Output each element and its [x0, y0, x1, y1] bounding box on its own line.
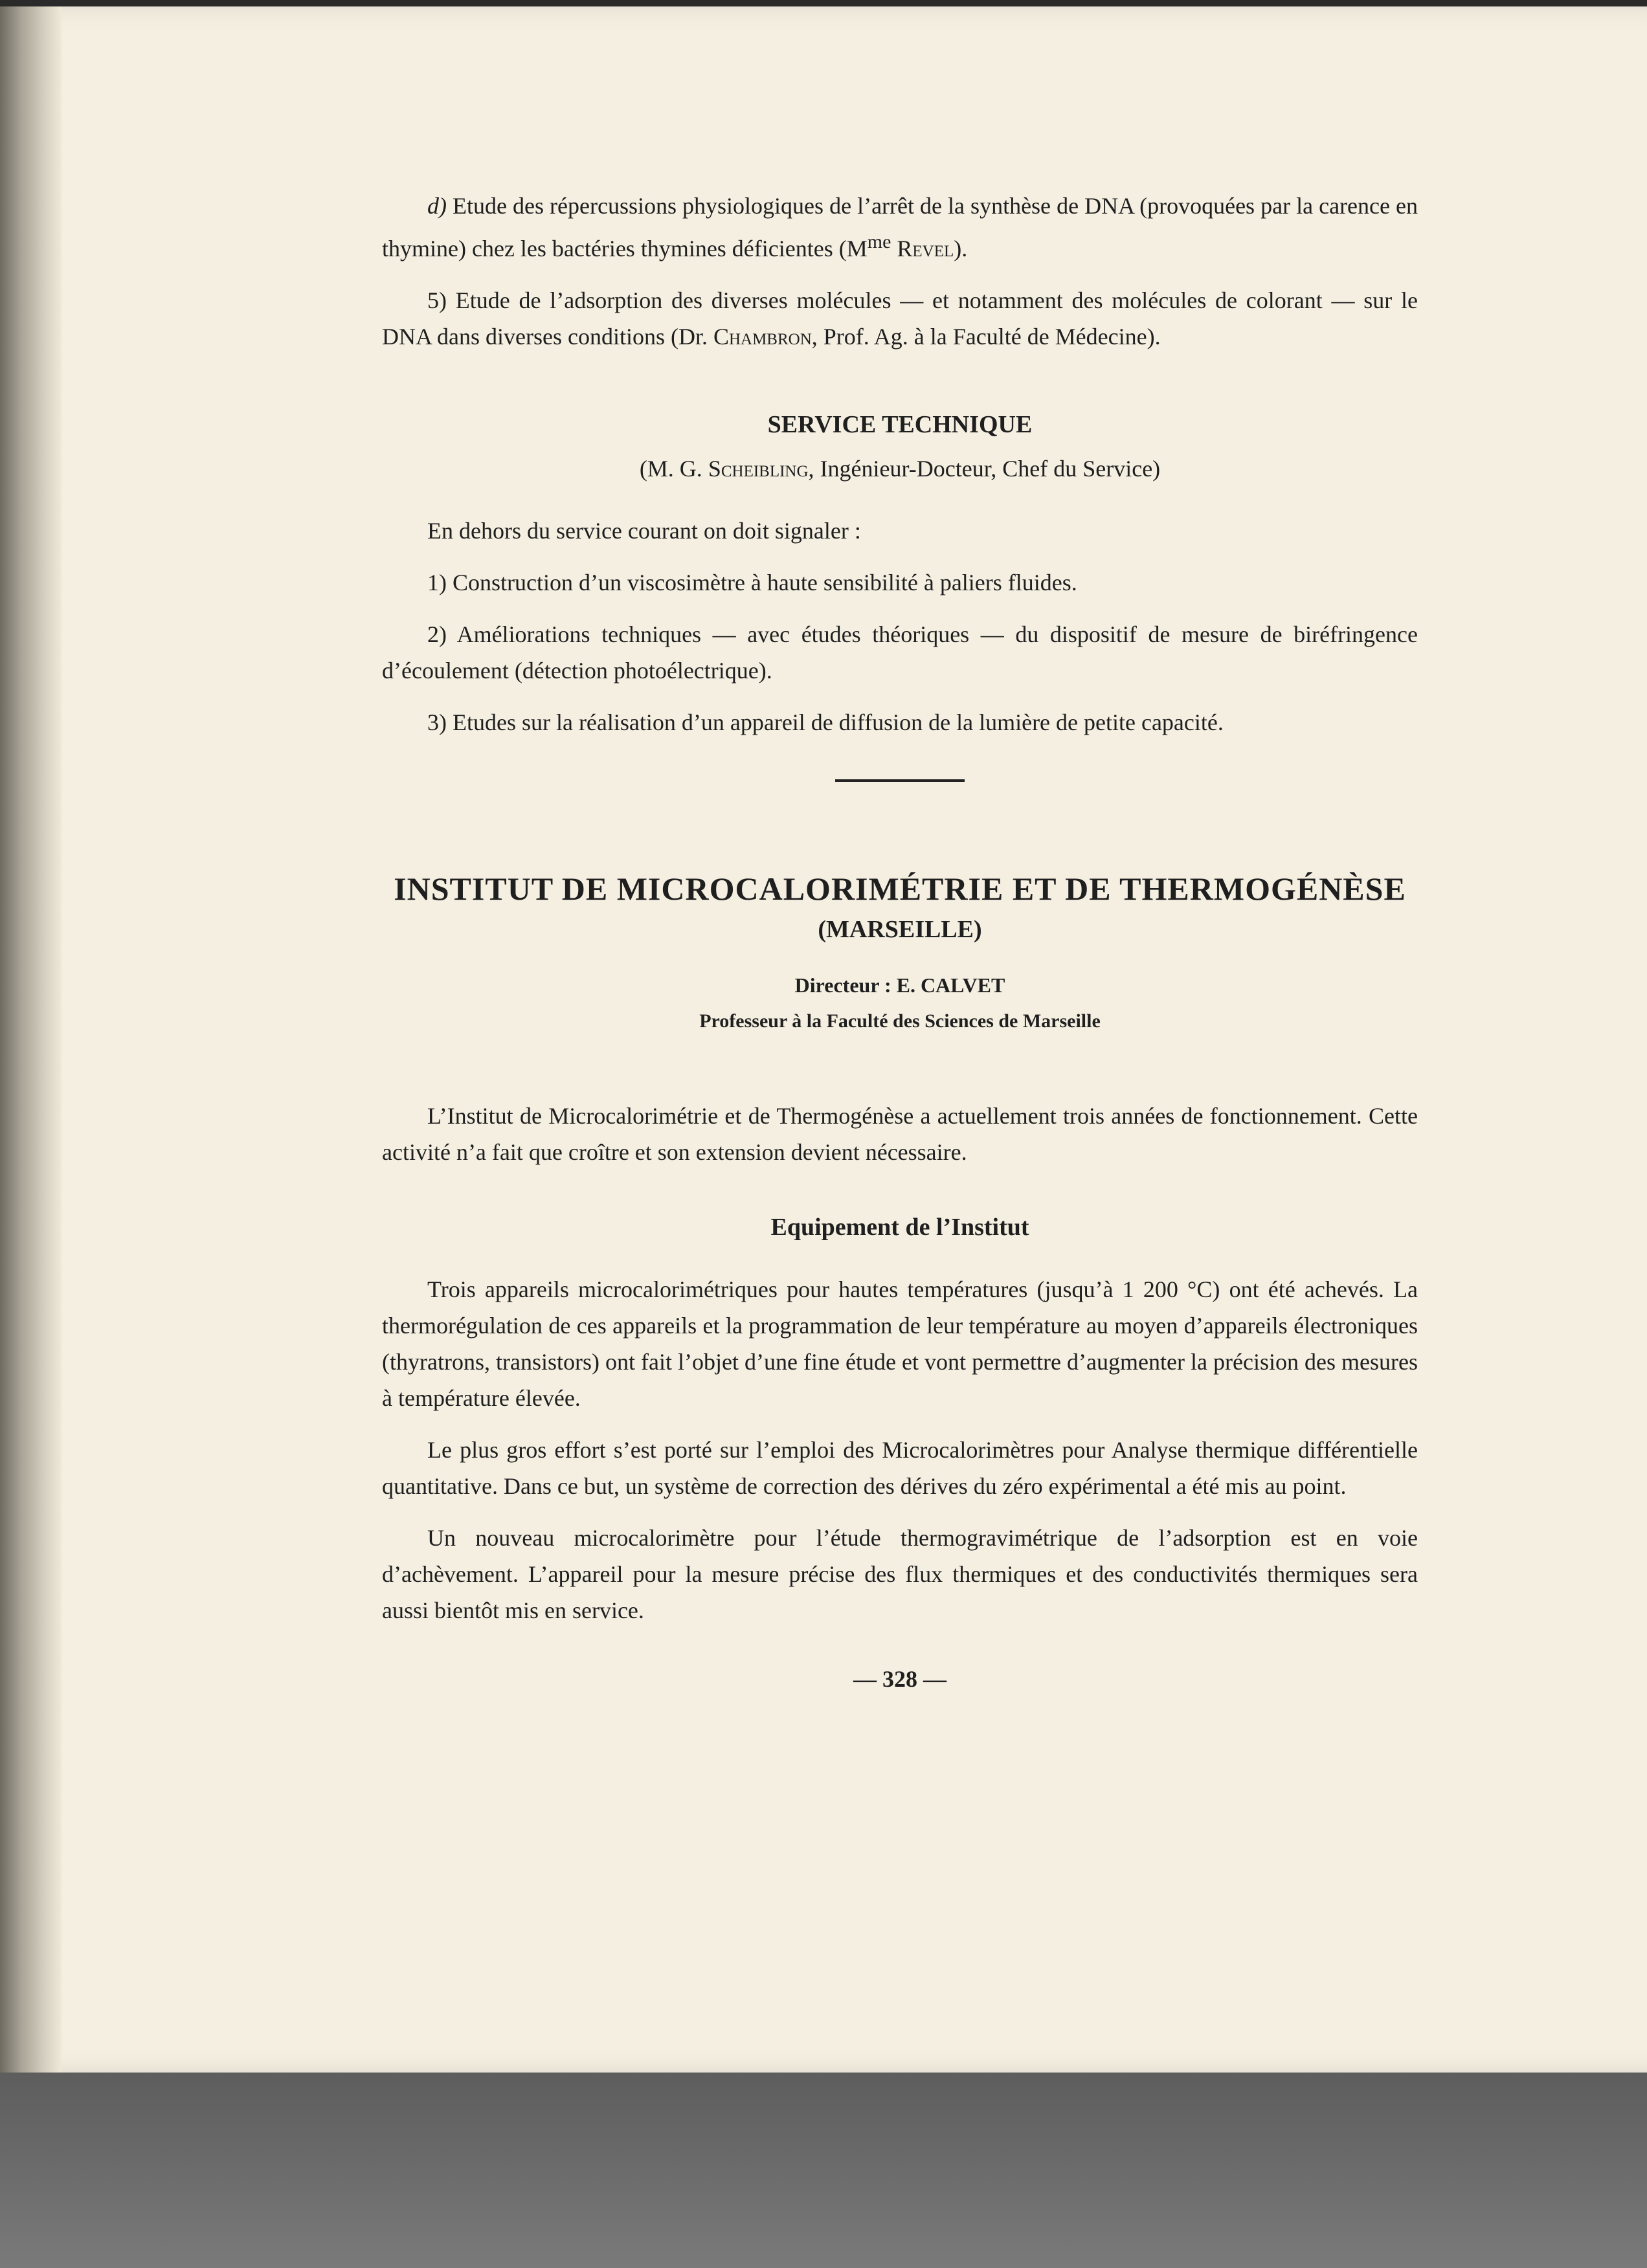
- director-line: Directeur : E. CALVET: [794, 973, 1005, 997]
- person-name: Revel: [897, 236, 954, 261]
- paragraph-5-suffix: , Prof. Ag. à la Faculté de Médecine).: [811, 324, 1161, 350]
- equipment-paragraph-1: Trois appareils microcalorimétriques pour hautes températures (jusqu’à 1 200 °C) ont été achevés. La thermorégulation de ces appareils et la programmation de leur température au moyen d’appareils électroniques (thyratrons, transistors) ont fait l’objet d’une fine étude et vont permettre d’augmenter la précision des mesures à température élevée.: [382, 1276, 1418, 1411]
- equipment-heading: Equipement de l’Institut: [770, 1214, 1029, 1241]
- institute-title: INSTITUT DE MICROCALORIMÉTRIE ET DE THERMOGÉNÈSE: [394, 871, 1406, 907]
- scan-background: [0, 2073, 1647, 2268]
- section-title: SERVICE TECHNIQUE: [767, 411, 1033, 438]
- page-gutter: [0, 6, 62, 2073]
- paragraph-5: [382, 282, 1418, 355]
- person-name: Scheibling: [708, 456, 809, 482]
- service-item-1: 1) Construction d’un viscosimètre à haute sensibilité à paliers fluides.: [427, 570, 1077, 595]
- subtitle-suffix: , Ingénieur-Docteur, Chef du Service): [808, 456, 1161, 482]
- page-number: — 328 —: [853, 1666, 947, 1692]
- paragraph-5-text: 5) Etude de l’adsorption des diverses molécules — et notamment des molécules de colorant — sur le DNA dans diverses conditions (Dr.: [382, 287, 1418, 350]
- institute-city: (MARSEILLE): [818, 916, 982, 943]
- paragraph-d-suffix: ).: [954, 236, 968, 261]
- honorific-sup: me: [867, 231, 891, 252]
- section-subtitle: [382, 450, 1418, 487]
- page-content: [382, 188, 1418, 1697]
- book-page: [0, 6, 1647, 2073]
- service-intro: En dehors du service courant on doit signaler :: [427, 518, 861, 544]
- item-letter: d): [427, 193, 447, 219]
- paragraph-d: [382, 188, 1418, 267]
- service-item-2: 2) Améliorations techniques — avec études théoriques — du dispositif de mesure de biréfringence d’écoulement (détection photoélectrique).: [382, 621, 1418, 684]
- equipment-paragraph-3: Un nouveau microcalorimètre pour l’étude thermogravimétrique de l’adsorption est en voie d’achèvement. L’appareil pour la mesure précise des flux thermiques et des conductivités thermiques sera aussi bientôt mis en service.: [382, 1525, 1418, 1623]
- person-name: Chambron: [713, 324, 812, 350]
- subtitle-prefix: (M. G.: [639, 456, 708, 482]
- service-item-3: 3) Etudes sur la réalisation d’un appareil de diffusion de la lumière de petite capacité.: [427, 709, 1224, 735]
- professor-line: Professeur à la Faculté des Sciences de Marseille: [699, 1010, 1101, 1032]
- equipment-paragraph-2: Le plus gros effort s’est porté sur l’emploi des Microcalorimètres pour Analyse thermique différentielle quantitative. Dans ce but, un système de correction des dérives du zéro expérimental a été mis au point.: [382, 1437, 1418, 1499]
- institute-intro: L’Institut de Microcalorimétrie et de Thermogénèse a actuellement trois années de fonctionnement. Cette activité n’a fait que croître et son extension devient nécessaire.: [382, 1103, 1418, 1165]
- paragraph-d-text: Etude des répercussions physiologiques de l’arrêt de la synthèse de DNA (provoquées par la carence en thymine) chez les bactéries thymines déficientes (M: [382, 193, 1418, 261]
